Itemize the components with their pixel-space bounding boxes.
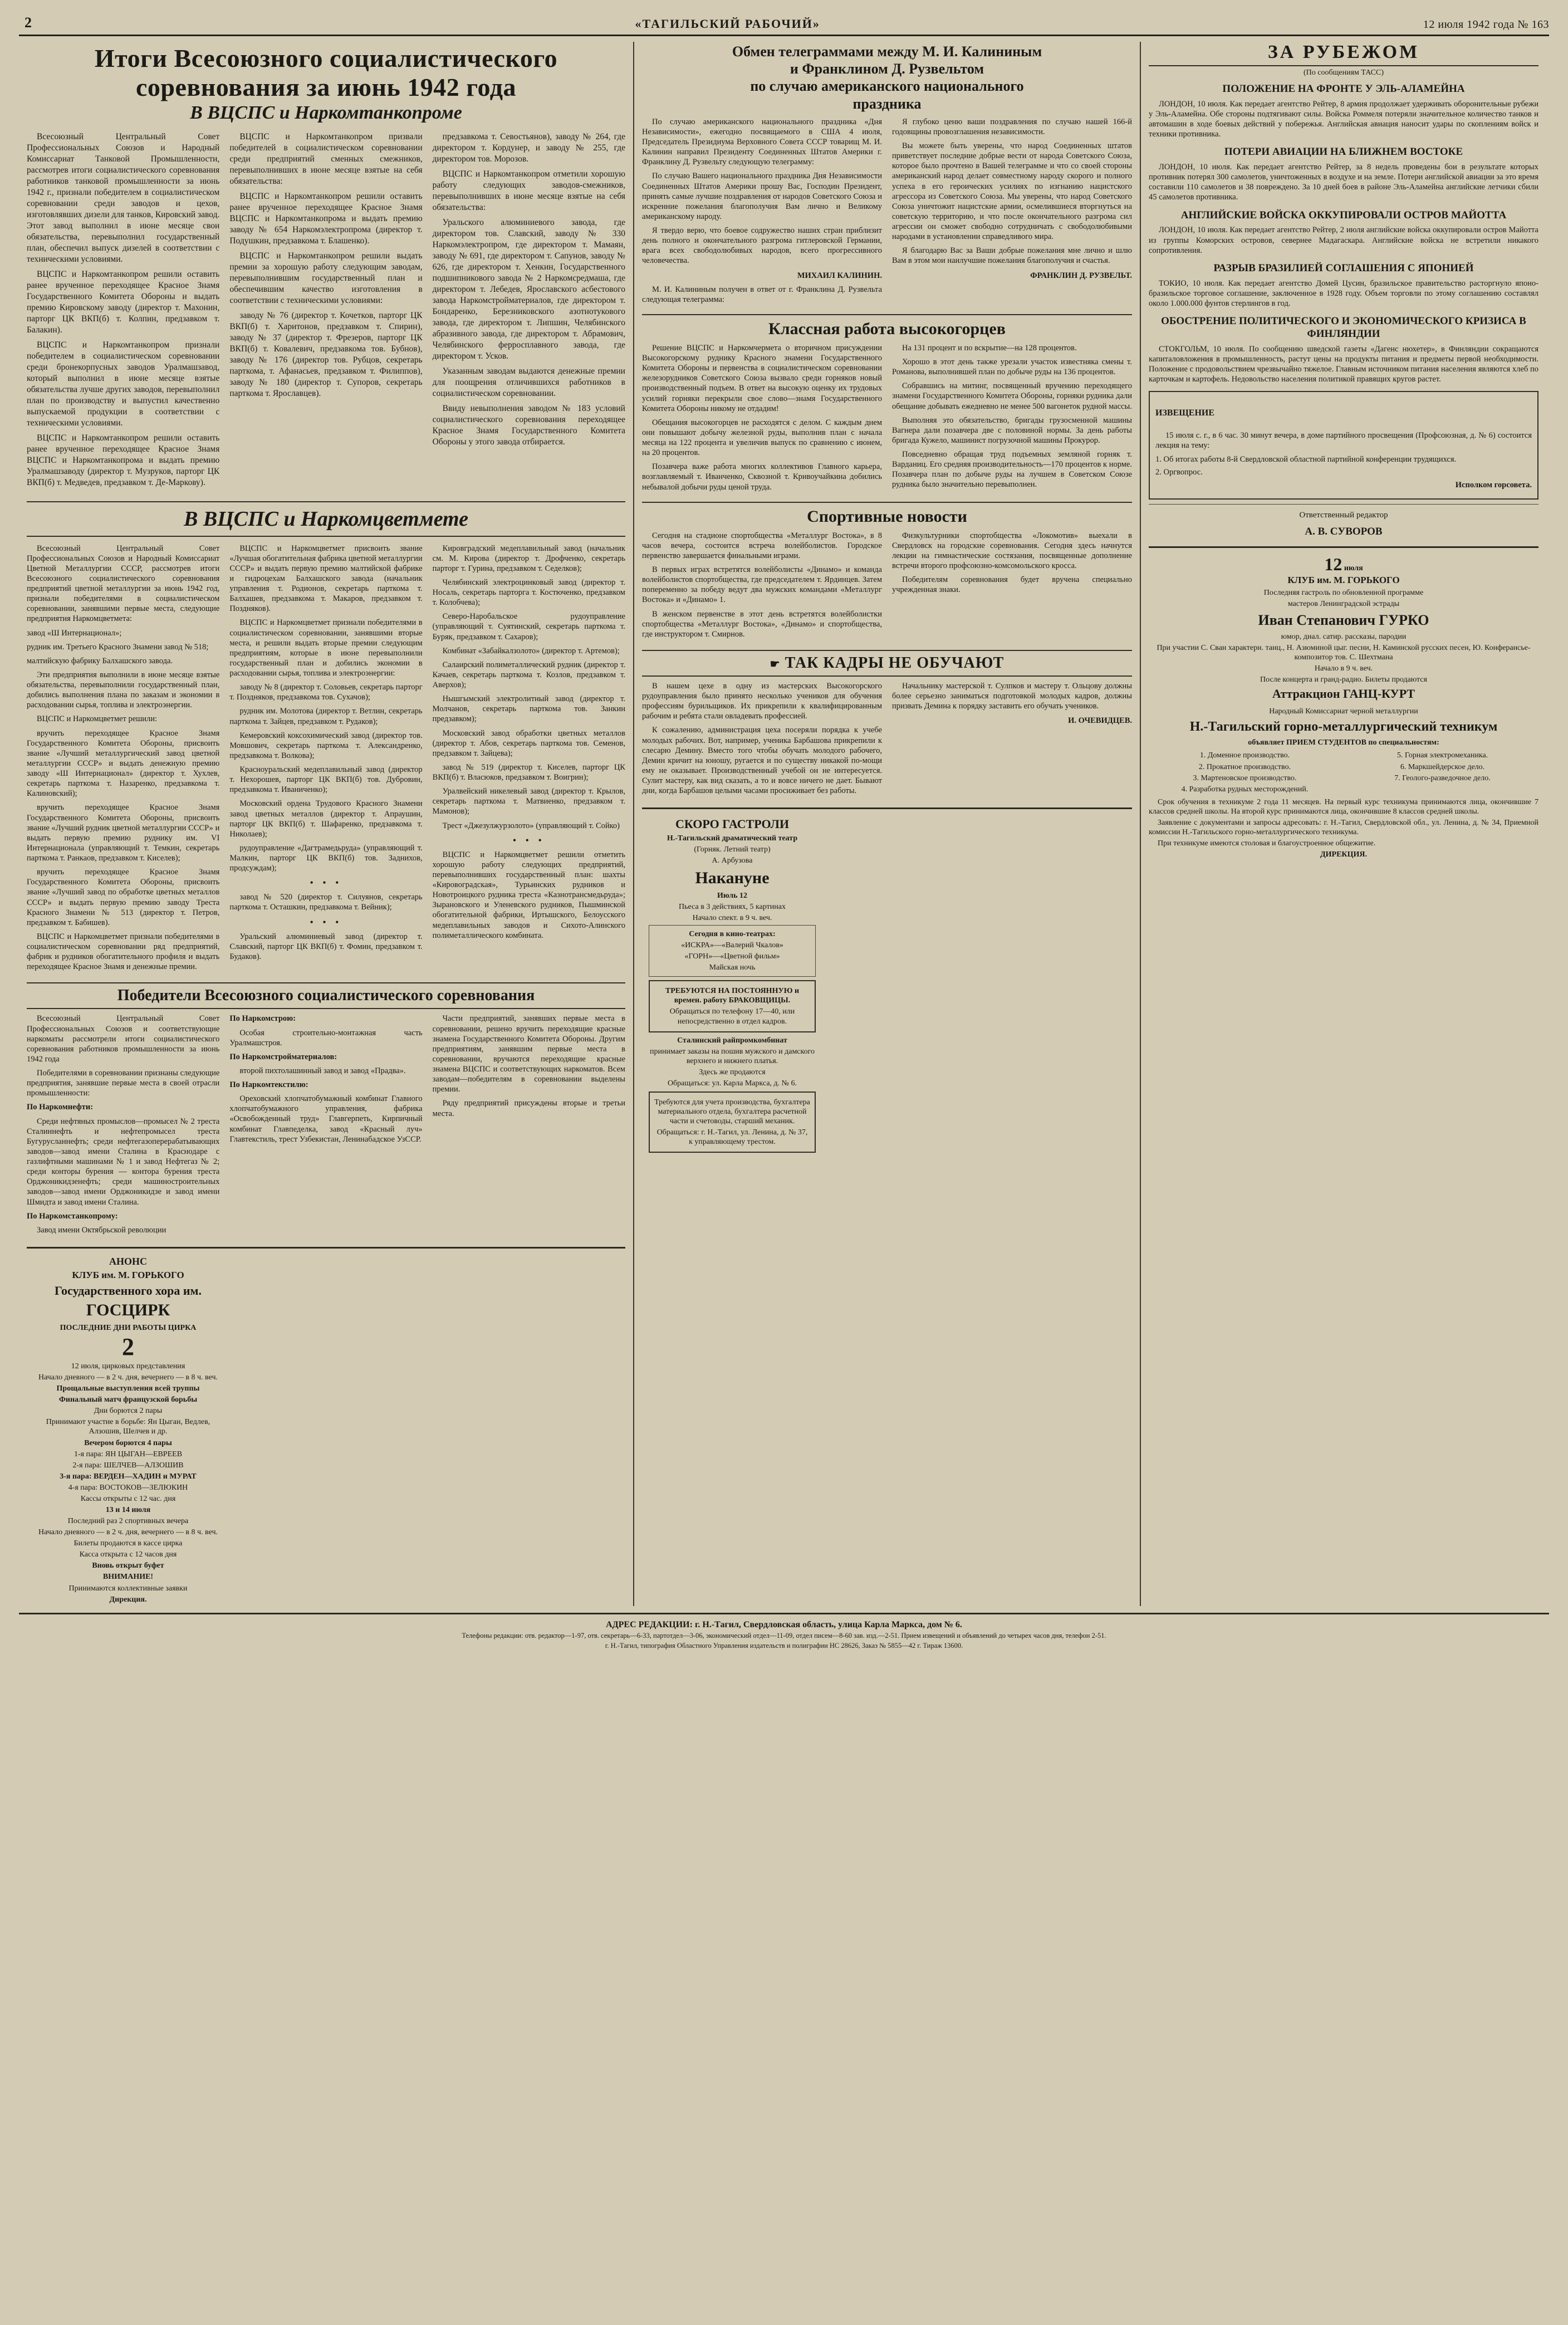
paragraph: Особая строительно-монтажная часть Уралмашстроя. xyxy=(229,1028,423,1048)
paragraph: Уралвейский никелевый завод (директор т. Крылов, секретарь парткома т. Матвиенко, предзавком т. Мамонов); xyxy=(432,787,625,816)
winners-body xyxy=(27,1014,625,1239)
ad-date xyxy=(649,891,816,900)
paragraph: Среди нефтяных промыслов—промысел № 2 треста Сталиннефть и нефтепромысел треста Бугурусланнефть; среди нефтегазоперерабатывающих заводов—завод имени Сталина в Краснодаре с газлифтными машинами № 1 и завод Нефтегаз № 2; среди конторы бурения — контора бурения треста Орджоникидзенефть; среди машиностроительных заводов—завод имени Орджоникидзе и завод имени Шмидта и завод имени Сталина. xyxy=(27,1117,220,1207)
ad-line: 1-я пара: ЯН ЦЫГАН—ЕВРЕЕВ xyxy=(74,1450,183,1458)
divider-dots: • • • xyxy=(310,877,342,889)
ad-play-title: Накануне xyxy=(695,868,770,887)
foreign-source-note: (По сообщениям ТАСС) xyxy=(1304,68,1384,77)
paragraph: заводу № 76 (директор т. Кочетков, парторг ЦК ВКП(б) т. Харитонов, предзавком т. Спирин), заводу № 37 (директор т. Фрезеров, парторг ЦК ВКП(б) т. Ковалевич, предзавкома тов. Бубнов), заводу № 176 (директор тов. Рубцов, секретарь парткома, т. Афанасьев, предзавком т. Филиппов), заводу № 180 (директор т. Супоров, секретарь парткома т. Ярославцев). xyxy=(229,310,423,398)
ad-title: СКОРО ГАСТРОЛИ xyxy=(675,817,790,831)
news-item xyxy=(1149,146,1538,202)
telegram-headline-l2: и Франклином Д. Рузвельтом xyxy=(790,61,984,77)
ad-line: Обращаться: г. Н.-Тагил, ул. Ленина, д. № 37, к управляющему трестом. xyxy=(656,1128,808,1147)
ad-line: Дни борются 2 пары xyxy=(94,1407,163,1416)
specialties-col-1 xyxy=(1149,749,1341,795)
training-col-2 xyxy=(892,681,1132,800)
lead-headline xyxy=(27,44,625,101)
paragraph: М. И. Калининым получен в ответ от г. Франклина Д. Рузвельта следующая телеграмма: xyxy=(642,285,882,304)
news-item xyxy=(1149,209,1538,256)
ad-signature: Дирекция. xyxy=(109,1595,147,1604)
paragraph: Решение ВЦСПС и Наркомчермета о вторичном присуждении Высокогорскому руднику Красного знамени Государственного Комитета Обороны и первенства в социалистическом соревновании железорудников Советского Союза вызвало среди горняков новый производственный подъем. В ответ на высокую оценку их трудовых усилий горняки перекрыли свое слово—знамя Государственного Комитета Обороны никому не отдадим! xyxy=(642,343,882,413)
paragraph: второй пихтолашинный завод и завод «Прадва». xyxy=(239,1066,406,1075)
masthead xyxy=(19,14,1549,36)
ad-line: ТРЕБУЮТСЯ НА ПОСТОЯННУЮ и времен. работу БРАКОВЩИЦЫ. xyxy=(665,987,800,1005)
ad-line: Обращаться: ул. Карла Маркса, д. № 6. xyxy=(667,1079,797,1088)
ad-org: Сталинский райпромкомбинат xyxy=(677,1036,787,1045)
ad-day: 12 xyxy=(1324,554,1342,575)
ad-day: 12 xyxy=(739,891,747,900)
second-body xyxy=(27,544,625,976)
news-body: СТОКГОЛЬМ, 10 июля. По сообщению шведской газеты «Дагенс нюхетер», в Финляндии сокращаются капиталовложения в промышленность, растут цены на продукты питания и предметы первой необходимости. Положение с продовольствием чрезвычайно тяжелое. Главным источником питания населения являются хлеб по карточкам и картофель. Недовольство населения политикой правящих кругов растет. xyxy=(1149,344,1538,384)
training-headline-text: ТАК КАДРЫ НЕ ОБУЧАЮТ xyxy=(785,654,1004,672)
paragraph: Указанным заводам выдаются денежные премии для поощрения отличившихся работников в социалистическом соревновании. xyxy=(432,366,625,398)
mountaineers-body xyxy=(642,343,1132,496)
editorial-phones: Телефоны редакции: отв. редактор—1-97, отв. секретарь—6-33, партотдел—3-06, экономический отдел—11-09, отдел писем—8-60 зав. изд.—2-51. Прием извещений и объявлений до четырех часов дня, телефон 2-51. xyxy=(462,1632,1106,1640)
paragraph: Я твердо верю, что боевое содружество наших стран приблизит день полного и окончательного разгрома гитлеровской Германии, врага всех свободолюбивых народов, всего прогрессивного человечества. xyxy=(642,226,882,266)
ad-line: ВНИМАНИЕ! xyxy=(102,1573,154,1582)
lead-body xyxy=(27,131,625,492)
ad-line: Пьеса в 3 действиях, 5 картинах xyxy=(679,902,786,911)
telegram-signature-kalinin: МИХАИЛ КАЛИНИН. xyxy=(797,271,882,280)
ad-line: 4-я пара: ВОСТОКОВ—ЗЕЛЮКИН xyxy=(68,1483,188,1492)
right-ads xyxy=(1149,546,1538,859)
sports-col-1 xyxy=(642,531,882,643)
ad-technical-school[interactable] xyxy=(1149,707,1538,860)
ad-circus[interactable] xyxy=(27,1254,229,1606)
issue-info: 12 июля 1942 года № 163 xyxy=(1423,18,1549,31)
news-item xyxy=(1149,315,1538,384)
address-label: АДРЕС РЕДАКЦИИ: xyxy=(606,1619,693,1629)
ad-line: Кассы открыты с 12 час. дня xyxy=(80,1494,176,1503)
lead-col-3 xyxy=(433,131,625,492)
paragraph: ВЦСПС и Наркомцветмет признали победителями в социалистическом соревновании ряд предприятий, фабрик и рудников обогатительного профиля и выдать переходящее Красное Знамя и денежные премии. xyxy=(27,932,220,972)
telegram-col-2 xyxy=(892,117,1132,309)
ad-signature: ДИРЕКЦИЯ. xyxy=(1320,850,1367,859)
notice-item: 1. Об итогах работы 8-й Свердловской областной партийной конференции трудящихся. xyxy=(1155,454,1457,464)
paragraph: вручить переходящее Красное Знамя Государственного Комитета Обороны, присвоить звание «Лучший рудник цветной металлургии СССР» и выдать первую премию руднику им. VI Интернационала (управляющий т. Темкин, секретарь парткома т. Ранкаов, предзавком т. Киселев); xyxy=(27,803,220,863)
paragraph: завод № 519 (директор т. Киселев, парторг ЦК ВКП(б) т. Власюков, предзавком т. Воигрин); xyxy=(432,762,625,782)
cinema-listing[interactable] xyxy=(649,925,816,977)
second-col-3 xyxy=(433,544,625,976)
paragraph: предзавкома т. Севостьянов), заводу № 264, где директором т. Кордунер, и заводу № 255, где директором тов. Морозов. xyxy=(432,132,625,164)
paragraph: Уральский алюминиевый завод (директор т. Славский, парторг ЦК ВКП(б) т. Фомин, предзавком т. Будаков). xyxy=(229,932,423,961)
ad-body: Срок обучения в техникуме 2 года 11 месяцев. На первый курс техникума принимаются лица, окончившие 7 классов средней школы. На второй курс принимаются лица, окончившие 8 классов средней школы. xyxy=(1149,797,1538,816)
paragraph: Всесоюзный Центральный Совет Профессиональных Союзов и Народный Комиссариат Танковой Промышленности, рассмотрев итоги социалистического соревнования работников танковой промышленности за июнь 1942 г., признали победителем в социалистическом соревновании среди заводов и цехов, изготовлявших дизели для танков, Кировский завод. Этот завод выполнил в июне месяце свои обязательства, перевыполнил государственный план, обеспечил выпуск дизелей в соответствии с техническими условиями. xyxy=(27,132,220,264)
news-headline: ПОЛОЖЕНИЕ НА ФРОНТЕ У ЭЛЬ-АЛАМЕЙНА xyxy=(1222,83,1465,95)
cinema-head: Сегодня в кино-театрах: xyxy=(689,930,776,939)
subhead: По Наркомнефти: xyxy=(27,1103,94,1112)
divider-dots: • • • xyxy=(310,916,342,928)
paragraph: В женском первенстве в этот день встретятся волейболистки спортобщества «Металлург Востока», «Динамо» и спортобщества, где инструктором т. Смирнов. xyxy=(642,609,882,639)
ad-gorky-club[interactable] xyxy=(1149,555,1538,701)
ad-line: 2-я пара: ШЕЛЧЕВ—АЛЗОШИВ xyxy=(72,1461,184,1470)
paragraph: Московский ордена Трудового Красного Знамени завод цветных металлов (директор т. Апраушин, парторг ЦК ВКП(б) т. Шафаренко, предзавкома т. Николаев); xyxy=(229,799,423,839)
paragraph: заводу № 8 (директор т. Соловьев, секретарь парторг т. Поздняков, предзавкома тов. Сухачов); xyxy=(229,683,423,702)
ad-line: После концерта и гранд-радио. Билеты продаются xyxy=(1260,676,1427,684)
paragraph: ВЦСПС и Наркомтанкопром призвали победителей в социалистическом соревновании среди предприятий сменных смежников, перевыполнивших в июне месяце взятые на себя обязательства: xyxy=(229,132,423,186)
ad-line: Вечером борются 4 пары xyxy=(84,1438,172,1447)
ad-line: Билеты продаются в кассе цирка xyxy=(74,1539,183,1548)
ad-job-accountants[interactable] xyxy=(649,1091,816,1153)
paragraph: Северо-Наробальское рудоуправление (управляющий т. Суятинский, секретарь парткома т. Буряк, предзавком т. Сахаров); xyxy=(432,612,625,642)
paragraph: К сожалению, администрация цеха посеряли порядка к учебе молодых рабочих. Вот, например, ученика Барбашова прикрепили к слесарю Демину. Вместо того чтобы обучать молодого рабочего, Демин кричит на юношу, ругается и по существу никакой по-мощи ему не оказывает. Производственный учебой он не интересуется. Сулит мастеру, как вид сказать, а то и вовсе ничего не дает. Бывают дни, когда Барбашов целыми часами просиживает без работы. xyxy=(642,726,882,796)
paragraph: Вы можете быть уверены, что народ Соединенных штатов приветствует последние добрые вести от народа Советского Союза, которое было прочтено в Вашей телеграмме и что со своей стороны американский народ делает совместному народу скорого и полного успеха в его героических усилиях по изгнанию нацистского агрессора из Советского Союза. Мы уверены, что народ Советского Союза уничтожит нацистские армии, осмелившиеся вторгнуться на советскую территорию, и что после окончательного разгрома сил агрессии он сможет свободно сотрудничать с свободолюбивыми народами в установлении справедливого мира. xyxy=(892,141,1132,242)
paragraph: На 131 процент и по вскрытие—на 128 процентов. xyxy=(902,343,1077,353)
paragraph: Эти предприятия выполнили в июне месяце взятые обязательства, перевыполнили государственный план, добились выполнения плана по заказам и экономии в расходовании сырья, топлива и электроэнергии. xyxy=(27,670,220,710)
paragraph: Московский завод обработки цветных металлов (директор т. Абов, секретарь парткома тов. Семенов, предзавком т. Зайцева); xyxy=(432,728,625,758)
editor-label: Ответственный редактор xyxy=(1299,511,1388,520)
ad-month: июля xyxy=(1344,564,1363,573)
paragraph: Красноуральский медеплавильный завод (директор т. Нехорошев, парторг ЦК ВКП(б) тов. Дубровин, предзавкома т. Иваниченко); xyxy=(229,765,423,795)
ad-line: мастеров Ленинградской эстрады xyxy=(1287,599,1400,608)
paragraph: Позавчера важе работа многих коллективов Главного карьера, возглавляемый т. Иванченко, Сквозной т. Кривоучайкина добились небывалой добычи руды ценой труда. xyxy=(642,462,882,492)
second-col-2 xyxy=(229,544,422,976)
paragraph: ВЦСПС и Наркомтанкопром решили оставить ранее врученное переходящее Красное Знамя Государственного Комитета Обороны и выдать премию Кировскому заводу (директор т. Махонин, парторг ЦК ВКП(б) т. Колпин, предзавком т. Балакин). xyxy=(27,269,220,335)
specialties-col-2 xyxy=(1346,749,1538,795)
subhead: По Наркомстрою: xyxy=(229,1014,296,1024)
paragraph: вручить переходящее Красное Знамя Государственного Комитета Обороны, присвоить звание «Лучший завод по обработке цветных металлов СССР» и выдать первую премию заводу Треста Красного Знамени № 513 (директор т. Петров, предзавком т. Бабишев). xyxy=(27,868,220,927)
ad-place: (Горняк. Летний театр) xyxy=(694,845,771,854)
paragraph: В первых играх встретятся волейболисты «Динамо» и команда волейболистов спортобщества, где председателем т. Ярдинцев. Затем попеременно за победу ведут два мужских командами «Металлург Востока» и «Динамо» 1. xyxy=(642,565,882,605)
pointer-icon: ☛ xyxy=(770,658,781,670)
training-signature: И. ОЧЕВИДЦЕВ. xyxy=(1068,716,1132,726)
ad-club: КЛУБ им. М. ГОРЬКОГО xyxy=(72,1269,184,1280)
winners-col-1 xyxy=(27,1014,219,1239)
telegram-signature-roosevelt: ФРАНКЛИН Д. РУЗВЕЛЬТ. xyxy=(1030,271,1132,280)
editor-name: А. В. СУВОРОВ xyxy=(1305,525,1383,537)
mountaineers-col-1 xyxy=(642,343,882,496)
ad-line: Последний раз 2 спортивных вечера xyxy=(67,1517,189,1526)
ad-line: Требуются для учета производства, бухгалтера материального отдела, бухгалтера расчетной части и счетоводы, старший механик. xyxy=(654,1098,810,1126)
paragraph: ВЦСПС и Наркомтанкопром решили оставить ранее врученное переходящее Красное Знамя ВЦСПС и Наркомтанкопрома и выдать премию Уралмашзаводу (директор т. Музруков, парторг ЦК ВКП(б) т. Медведев, предзавком т. Де-Маркову). xyxy=(27,433,220,487)
paragraph: Челябинский электроцинковый завод (директор т. Носаль, секретарь парторга т. Костюченко, предзавком т. Колобчева); xyxy=(432,577,625,608)
newspaper-title: «ТАГИЛЬСКИЙ РАБОЧИЙ» xyxy=(635,17,820,31)
section-banner-cvetmet: В ВЦСПС и Наркомцветмете xyxy=(27,501,625,537)
ad-date: 13 и 14 июля xyxy=(105,1506,151,1514)
notice-signature: Исполком горсовета. xyxy=(1455,481,1532,490)
ad-line: Касса открыта с 12 часов дня xyxy=(79,1550,177,1559)
ad-line: Начало дневного — в 2 ч. дня, вечернего — в 8 ч. веч. xyxy=(38,1373,218,1382)
paragraph: Кемеровский коксохимический завод (директор тов. Мовшович, секретарь парткома т. Александренко, предзавкома т. Волкова); xyxy=(229,731,423,760)
news-headline: РАЗРЫВ БРАЗИЛИЕЙ СОГЛАШЕНИЯ С ЯПОНИЕЙ xyxy=(1213,262,1474,274)
paragraph: Хорошо в этот день также урезали участок известняка смены т. Романова, выполнившей план по добыче руды на 136 процентов. xyxy=(892,358,1132,377)
specialty-item: 6. Маркшейдерское дело. xyxy=(1400,762,1485,771)
ad-title: Государственного хора им. xyxy=(54,1283,202,1298)
training-col-1 xyxy=(642,681,882,800)
paragraph: В нашем цехе в одну из мастерских Высокогорского рудоуправления было принято несколько учеников для обучения профессиям бурильщиков. Их прикрепили к квалифицированным рабочим и ребята стали овладевать профессией. xyxy=(642,681,882,721)
ad-line: ПОСЛЕДНИЕ ДНИ РАБОТЫ ЦИРКА xyxy=(60,1323,197,1332)
ad-line: Начало в 9 ч. веч. xyxy=(1314,664,1373,673)
paragraph: рудоуправление «Дагтрамедьруда» (управляющий т. Малкин, парторг ЦК ВКП(б) тов. Заднихов, продсуждам); xyxy=(229,843,423,873)
subhead: По Наркомстройматериалов: xyxy=(229,1052,337,1061)
notice-title: ИЗВЕЩЕНИЕ xyxy=(1155,408,1215,418)
paragraph: ВЦСПС и Наркомтанкопром признали победителем в социалистическом соревновании среди бронекорпусных заводов Уралмашзавод, который выполнил в июне месяце взятые обязательства лучше других заводов, перевыполнил план по производству и выпустил качественно выпускаемой продукции в соответствии с техническими условиями. xyxy=(27,340,220,428)
training-headline xyxy=(642,650,1132,677)
left-zone xyxy=(19,42,633,1606)
ad-school-title: Н.-Тагильский горно-металлургический техникум xyxy=(1189,719,1498,734)
subhead: По Наркомстанкопрому: xyxy=(27,1211,118,1221)
ad-line: 3-я пара: ВЕРДЕН—ХАДИН и МУРАТ xyxy=(60,1472,197,1481)
ad-date xyxy=(1149,555,1538,573)
paragraph: Выполняя это обязательство, бригады грузосменной машины Вагнера дали позавчера две с половиной нормы. За день работы бригада Кужело, машинист погрузочной машины Прокурор. xyxy=(892,415,1132,445)
ad-body: При техникуме имеются столовая и благоустроенное общежитие. xyxy=(1158,839,1376,848)
paragraph: Салаирский полиметаллический рудник (директор т. Качаев, секретарь парткома т. Козлов, предзавком т. Аверхов); xyxy=(432,660,625,690)
telegram-headline-l4: праздника xyxy=(852,95,922,112)
paragraph: Ввиду невыполнения заводом № 183 условий социалистического соревнования переходящее Красное Знамя Государственного Комитета Обороны у этого завода отбирается. xyxy=(432,403,625,447)
ad-line: Последняя гастроль по обновленной программе xyxy=(1263,588,1424,597)
address-value: г. Н.-Тагил, Свердловская область, улица Карла Маркса, дом № 6. xyxy=(694,1619,962,1629)
paragraph: ВЦСПС и Наркомцветмет решили: xyxy=(37,714,158,724)
cinema-line: Майская ночь xyxy=(709,963,756,972)
specialty-item: 5. Горная электромеханика. xyxy=(1396,751,1488,760)
lead-headline-line1: Итоги Всесоюзного социалистического xyxy=(94,44,558,72)
ad-job-braker[interactable] xyxy=(649,980,816,1032)
left-ads xyxy=(27,1247,625,1606)
specialties xyxy=(1149,749,1538,795)
ad-line: Начало дневного — в 2 ч. дня, вечернего — в 8 ч. веч. xyxy=(38,1528,218,1537)
paragraph: вручить переходящее Красное Знамя Государственного Комитета Обороны, присвоить звание «Лучший металлургический завод цветной металлургии СССР» и выдать денежную премию заводу «Ш Интернационал» (директор т. Хухлев, секретарь парткома т. Назаренко, предзавкома т. Калиновский); xyxy=(27,728,220,799)
ad-line: Принимаются коллективные заявки xyxy=(68,1584,188,1593)
news-item xyxy=(1149,262,1538,309)
lead-col-2 xyxy=(229,131,422,492)
notice-box xyxy=(1149,391,1538,500)
ad-line: Прощальные выступления всей труппы xyxy=(56,1384,200,1393)
paragraph: ВЦСПС и Наркомцветмет присвоить звание «Лучшая обогатительная фабрика цветной металлургии СССР» и выдать первую премию малтийской фабрике и гидроцехам Балхашского завода (начальник управления т. Родионов, секретарь парткома т. Балхашев, предзавкома т. Макаров, предзавком т. Поздняков). xyxy=(229,544,423,614)
ad-line: принимает заказы на пошив мужского и дамского верхнего и нижнего платья. xyxy=(649,1047,815,1065)
ad-line: объявляет ПРИЕМ СТУДЕНТОВ по специальностям: xyxy=(1248,738,1439,747)
ad-month: Июль xyxy=(717,891,738,900)
ad-venue: ГОСЦИРК xyxy=(86,1300,170,1319)
lead-col-1 xyxy=(27,131,219,492)
paragraph: Сегодня на стадионе спортобщества «Металлург Востока», в 8 часов вечера, состоится встреча волейболистов. Городское первенство завершается финальными играми. xyxy=(642,531,882,560)
page-number: 2 xyxy=(24,14,32,31)
winners-col-2 xyxy=(229,1014,422,1239)
ad-line: 12 июля, цирковых представления xyxy=(71,1362,185,1370)
news-headline: АНГЛИЙСКИЕ ВОЙСКА ОККУПИРОВАЛИ ОСТРОВ МАЙОТТА xyxy=(1180,209,1507,221)
ad-line: Здесь же продаются xyxy=(699,1068,766,1076)
imprint: г. Н.-Тагил, типография Областного Управления издательств и полиграфии НС 28626, Заказ № 5855—42 г. Тираж 13600. xyxy=(605,1641,963,1649)
notice-item: 2. Оргвопрос. xyxy=(1155,467,1203,477)
paragraph: Физкультурники спортобщества «Локомотив» выехали в Свердловск на городские соревнования. Сегодня здесь начнутся лекции на гимнастические состязания, посвященные дополнение встречи второго профсоюзно-комсомольского кросса. xyxy=(892,531,1132,570)
paragraph: Комбинат «Забайкалзолото» (директор т. Артемов); xyxy=(442,646,620,655)
paragraph: Всесоюзный Центральный Совет Профессиональных Союзов и Народный Комиссариат Цветной Металлургии СССР, рассмотрев итоги Всесоюзного социалистического соревнования предприятий цветной металлургии за июнь 1942 год, признали победителями в социалистическом соревновании, занявшими первые места, следующие предприятия Наркомцветмета: xyxy=(27,544,220,624)
specialty-item: 1. Доменное производство. xyxy=(1199,751,1290,760)
paragraph: Ореховский хлопчатобумажный комбинат Главного хлопчатобумажного управления, фабрика «Освобожденный труд» Главгерпеть, Кирпичный комбинат Главпеделка, завод «Красный луч» Главтекстиль, трест Узбекистан, Ленинабадское УзССР. xyxy=(229,1094,423,1144)
right-zone xyxy=(1140,42,1546,1606)
paragraph: Я благодарю Вас за Ваши добрые пожелания мне лично и шлю Вам в этом мои наилучшие пожелания благополучия и счастья. xyxy=(892,246,1132,266)
lead-subheadline: В ВЦСПС и Наркомтанкопроме xyxy=(190,102,462,124)
paragraph: Повседневно обращая труд подъемных земляной горняк т. Варданиц. Его средняя производительность—170 процентов к норме. Позавчера план по добыче руды на лучшем в Советском Союзе рудника было значительно перевыполнен. xyxy=(892,450,1132,490)
ad-theatre: Н.-Тагильский драматический театр xyxy=(667,834,798,843)
mountaineers-headline: Классная работа высокогорцев xyxy=(642,314,1132,339)
ad-kicker: АНОНС xyxy=(109,1255,147,1267)
specialty-item: 3. Мартеновское производство. xyxy=(1193,774,1297,782)
paragraph: Части предприятий, занявших первые места в соревновании, решено вручить переходящие красные знамена Государственного Комитета Обороны. Другим предприятиям, занявшим первые места в соревновании, вручаются переходящие красные знамена ВЦСПС и соответствующих наркоматов. Всем заводам—победителям в соревновании выделены премии. xyxy=(432,1014,625,1094)
page-footer xyxy=(19,1613,1549,1651)
paragraph: Уральского алюминиевого завода, где директором тов. Славский, заводу № 330 Наркомэлектропром, где директором т. Мамаян, заводу № 691, где директором т. Сапунов, заводу № 626, где директором т. Хенкин, Государственного подшипникового завода № 2 Наркомсредмаша, где директором т. Лебедев, Ярославского асбестового завода Наркомстройматериалов, где директором т. Бондаренко, Березниковского азотнотукового завода, где директором т. Липшин, Челябинского абразивного завода, где директором т. Абрамович, Челябинского ферросплавного завода, где директором т. Усков. xyxy=(432,217,625,361)
middle-ads xyxy=(642,807,1132,1156)
paragraph: рудник им. Молотова (директор т. Ветлин, секретарь парткома т. Зайцев, предзавком т. Рудаков); xyxy=(229,707,423,726)
paragraph: Всесоюзный Центральный Совет Профессиональных Союзов и соответствующие наркоматы рассмотрели итоги социалистического соревнования работников промышленности за июнь 1942 года xyxy=(27,1014,220,1064)
sports-headline: Спортивные новости xyxy=(642,502,1132,526)
paragraph: ВЦСПС и Наркомцветмет признали победителями в социалистическом соревновании, занявшими вторые места, и решили выдать вторые премии следующим предприятиям, которые в июне перевыполнили государственный план и добились экономии в расходовании сырья, топлива и электроэнергии: xyxy=(229,618,423,678)
editorial-address xyxy=(19,1619,1549,1631)
paragraph: завод «Ш Интернационал»; xyxy=(27,628,122,638)
mountaineers-col-2 xyxy=(892,343,1132,496)
paragraph: Я глубоко ценю ваши поздравления по случаю нашей 166-й годовщины провозглашения независимости. xyxy=(892,117,1132,136)
paragraph: Обещания высокогорцев не расходятся с делом. С каждым днем они повышают добычу железной руды, выполнив план с начала месяца на 122 процента и увеличив выпуск по сравнению с июнем, на 20 процентов. xyxy=(642,418,882,458)
paragraph: малтийскую фабрику Балхашского завода. xyxy=(27,656,173,665)
ad-line: При участии С. Сван характерн. танц., Н. Азюминой цыг. песни, Н. Каминской русских песен, Ю. Конферансье-композитор тов. С. Шехтмана xyxy=(1157,644,1531,662)
paragraph: По случаю американского национального праздника «Дня Независимости», ежегодно посвящаемого в США 4 июля, Председатель Президиума Верховного Совета СССР товарищ М. И. Калинин направил Президенту Соединенных Штатов Америки г. Франклину Д. Рузвельту следующую телеграмму: xyxy=(642,117,882,167)
ad-attraction: Аттракцион ГАНЦ-КУРТ xyxy=(1272,687,1415,701)
divider xyxy=(1149,504,1538,505)
ad-drama-theatre[interactable] xyxy=(642,815,822,1156)
foreign-section-header: ЗА РУБЕЖОМ xyxy=(1149,42,1538,66)
paragraph: Начальнику мастерской т. Сулпков и мастеру т. Ольцову должны более серьезно заниматься подготовкой молодых кадров, должны призвать Демина к порядку заставить его обучать учеников. xyxy=(892,681,1132,711)
sports-body xyxy=(642,531,1132,643)
paragraph: ВЦСПС и Наркомтанкопром решили выдать премии за хорошую работу следующим заводам, перевыполнившим государственный план и обеспечившим качество изготовления в соответствии с техническими условиями: xyxy=(229,251,423,305)
paragraph: Завод имени Октябрьской революции xyxy=(37,1225,166,1235)
paragraph: Кировградский медеплавильный завод (начальник см. М. Кирова (директор т. Дрофченко, секретарь парторг т. Гурина, предзавком т. Седелков); xyxy=(432,544,625,573)
ad-club: КЛУБ им. М. ГОРЬКОГО xyxy=(1287,575,1400,586)
paragraph: ВЦСПС и Наркомтанкопром отметили хорошую работу следующих заводов-смежников, перевыполнивших в июне месяце взятые на себя обязательства: xyxy=(432,169,625,212)
ad-ministry: Народный Комиссариат черной металлургии xyxy=(1269,707,1418,716)
telegram-col-1 xyxy=(642,117,882,309)
news-headline: ПОТЕРИ АВИАЦИИ НА БЛИЖНЕМ ВОСТОКЕ xyxy=(1224,146,1463,158)
paragraph: Нышгымский электролитный завод (директор т. Молчанов, секретарь парткома тов. Занкин предзавком); xyxy=(432,694,625,724)
paragraph: Ряду предприятий присуждены вторые и третьи места. xyxy=(432,1099,625,1118)
news-item xyxy=(1149,83,1538,139)
news-body: ЛОНДОН, 10 июля. Как передает агентство Рейтер, 8 армия продолжает удерживать оборонительные рубежи у Эль-Аламейна. Обе стороны подтягивают силы. Войска Роммеля потеряли значительное количество танков и автомашин в ходе боевых действий у побережья. Английская авиация наносит удары по скоплениям войск и техники противника. xyxy=(1149,99,1538,139)
specialty-item: 4. Разработка рудных месторождений. xyxy=(1181,785,1309,794)
telegram-headline-l1: Обмен телеграммами между М. И. Калининым xyxy=(732,43,1042,60)
second-col-1 xyxy=(27,544,219,976)
winners-col-3 xyxy=(433,1014,625,1239)
paragraph: завод № 520 (директор т. Силуянов, секретарь парткома т. Осташкин, предзавкома т. Вейник); xyxy=(229,893,423,912)
ad-line: Финальный матч французской борьбы xyxy=(58,1396,198,1404)
paragraph: рудник им. Третьего Красного Знамени завод № 518; xyxy=(27,642,209,652)
cinema-line: «ГОРН»—«Цветной фильм» xyxy=(684,952,780,961)
telegram-body xyxy=(642,117,1132,309)
ad-author: А. Арбузова xyxy=(712,856,753,865)
subhead: По Наркомтекстилю: xyxy=(229,1080,308,1090)
ad-line: юмор, диал. сатир. рассказы, пародии xyxy=(1281,633,1407,641)
training-body xyxy=(642,681,1132,800)
ad-line: Принимают участие в борьбе: Ян Цыган, Ведлев, Алзошив, Шелчев и др. xyxy=(46,1418,210,1436)
news-body: ТОКИО, 10 июля. Как передает агентство Домей Цусин, бразильское правительство расторгнуло японо-бразильское торговое соглашение, заключенное в 1928 году. Объем торговли по этому соглашению составлял около 1.000.000 фунтов стерлингов в год. xyxy=(1149,278,1538,308)
notice-body: 15 июля с. г., в 6 час. 30 минут вечера, в доме партийного просвещения (Профсоюзная, д. № 6) состоится лекция на тему: xyxy=(1155,430,1532,450)
news-body: ЛОНДОН, 10 июля. Как передает агентство Рейтер, 2 июля английские войска оккупировали остров Майотта из группы Коморских островов, севернее Мадагаскара. Английские войска не встретили никакого сопротивления. xyxy=(1149,226,1538,255)
specialty-item: 2. Прокатное производство. xyxy=(1198,762,1291,771)
telegram-headline xyxy=(642,43,1132,112)
ad-line: Вновь открыт буфет xyxy=(92,1562,164,1570)
ad-body: Заявление с документами и запросы адресовать: г. Н.-Тагил, Свердловской обл., ул. Ленина, д. № 34, Приемной комиссии Н.-Тагильского горно-металлургического техникума. xyxy=(1149,818,1538,836)
page-columns xyxy=(19,42,1549,1606)
paragraph: ВЦСПС и Наркомцветмет решили отметить хорошую работу следующих предприятий, перевыполнивших государственный план: шахты «Кировоградская», Турьинских рудников и Новотроицкого рудника треста «Казнотрансмедьруда»; Зырановского и Уленевского рудников, Пышминской обогатительной фабрики, Иртышского, Белоусского медеплавильных заводов и Сихото-Алинского полиметаллического комбината. xyxy=(432,850,625,940)
news-headline: ОБОСТРЕНИЕ ПОЛИТИЧЕСКОГО И ЭКОНОМИЧЕСКОГО КРИЗИСА В ФИНЛЯНДИИ xyxy=(1161,315,1526,340)
winners-headline: Победители Всесоюзного социалистического соревнования xyxy=(27,982,625,1009)
paragraph: Победителям соревнования будет вручена специально учрежденная знаки. xyxy=(892,575,1132,595)
middle-zone xyxy=(633,42,1140,1606)
cinema-line: «ИСКРА»—«Валерий Чкалов» xyxy=(681,941,783,950)
news-body: ЛОНДОН, 10 июля. Как передает агентство Рейтер, за 8 недель проведены бои в результате которых противник потерял 300 самолетов, уничтоженных в воздухе и на земле. Потери английской авиации за это время составили 110 самолетов и 38 повреждено. За 10 дней боев в районе Эль-Аламейна английские летчики сбили 45 самолетов противника. xyxy=(1149,163,1538,202)
sports-col-2 xyxy=(892,531,1132,643)
paragraph: Трест «Джезулжурзолото» (управляющий т. Сойко) xyxy=(442,821,620,830)
paragraph: ВЦСПС и Наркомтанкопром решили оставить ранее врученное переходящее Красное Знамя ВЦСПС и Наркомтанкопрома и выдать премию заводу № 654 Наркомэлектропрома (директор т. Подушкин, предзавкома т. Блашенко). xyxy=(229,191,423,246)
foreign-news-list xyxy=(1149,83,1538,384)
paragraph: По случаю Вашего национального праздника Дня Независимости Соединенных Штатов Америки прошу Вас, Господин Президент, принять самые лучшие поздравления от народов Советского Союза и искренние пожелания благополучия Вам лично и Великому американскому народу. xyxy=(642,172,882,221)
divider-dots: • • • xyxy=(512,834,545,846)
specialty-item: 7. Геолого-разведочное дело. xyxy=(1394,774,1491,782)
ad-line: Начало спект. в 9 ч. веч. xyxy=(692,913,772,922)
lead-headline-line2: соревнования за июнь 1942 года xyxy=(135,72,516,101)
paragraph: Победителями в соревновании признаны следующие предприятия, занявшие первые места в своей отрасли промышленности: xyxy=(27,1069,220,1098)
ad-performer: Иван Степанович ГУРКО xyxy=(1258,612,1429,628)
telegram-headline-l3: по случаю американского национального xyxy=(750,78,1024,95)
ad-line: Обращаться по телефону 17—40, или непосредственно в отдел кадров. xyxy=(669,1007,795,1026)
ad-performance-count: 2 xyxy=(122,1333,134,1360)
paragraph: Собравшись на митинг, посвященный вручению переходящего знамени Государственного Комитета Обороны, горняки рудника дали обещание добывать ежедневно не менее 500 вагонеток рудной массы. xyxy=(892,381,1132,411)
